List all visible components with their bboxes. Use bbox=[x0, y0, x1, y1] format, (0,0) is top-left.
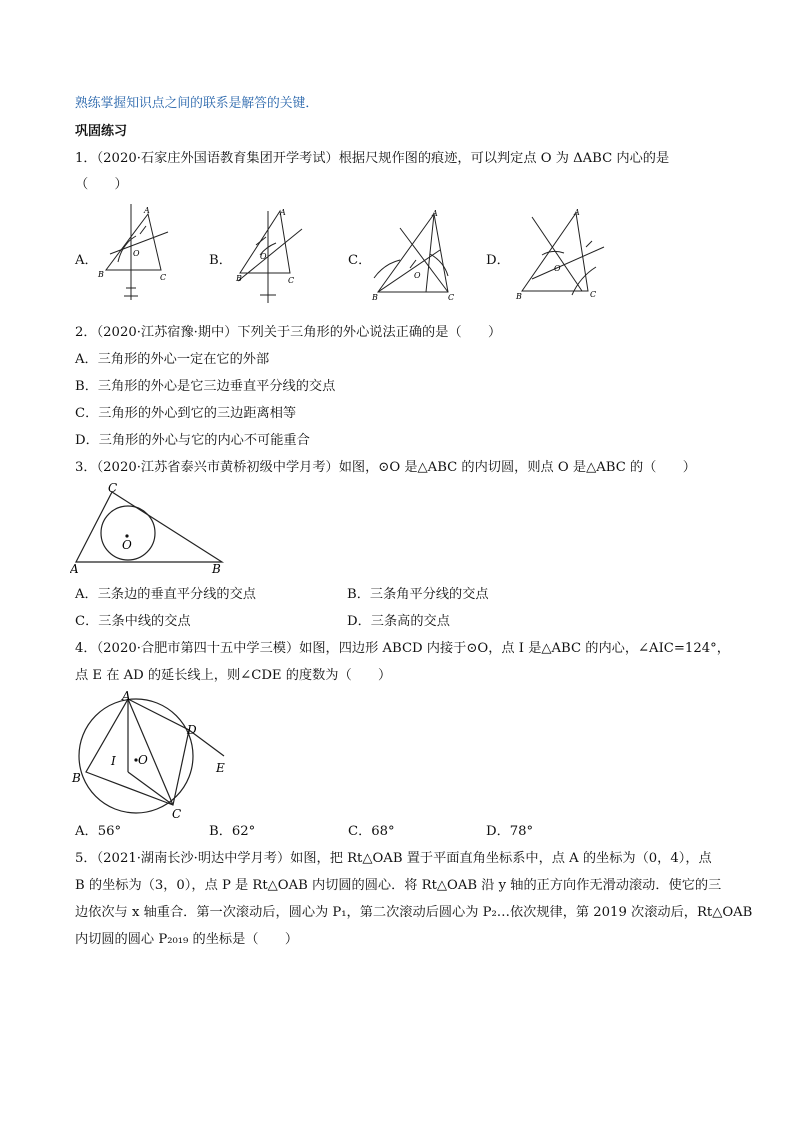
q1-stem-bracket: （ ） bbox=[75, 177, 128, 192]
q2-option-d[interactable]: D．三角形的外心与它的内心不可能重合 bbox=[75, 433, 310, 448]
q4-option-a[interactable]: A．56° bbox=[75, 824, 122, 839]
q1-figure-b bbox=[230, 207, 310, 305]
q3-stem: 3．（2020·江苏省泰兴市黄桥初级中学月考）如图，⊙O 是△ABC 的内切圆，则点 O 是△ABC 的（ ） bbox=[75, 460, 696, 475]
svg-text:A: A bbox=[574, 208, 580, 217]
q3-option-a[interactable]: A．三条边的垂直平分线的交点 bbox=[75, 587, 256, 602]
svg-text:O: O bbox=[414, 271, 421, 280]
svg-text:A: A bbox=[70, 562, 79, 576]
intro-note: 熟练掌握知识点之间的联系是解答的关键． bbox=[75, 96, 319, 111]
q2-stem: 2．（2020·江苏宿豫·期中）下列关于三角形的外心说法正确的是（ ） bbox=[75, 325, 502, 340]
q1-option-b[interactable]: B． bbox=[209, 253, 232, 268]
svg-text:A: A bbox=[144, 206, 150, 215]
q5-stem-4: 内切圆的圆心 P₂₀₁₉ 的坐标是（ ） bbox=[75, 932, 299, 947]
svg-text:O: O bbox=[133, 249, 140, 258]
q1-figure-c bbox=[370, 208, 462, 302]
svg-text:A: A bbox=[432, 209, 438, 218]
q1-option-a[interactable]: A． bbox=[75, 253, 98, 268]
svg-text:O: O bbox=[554, 264, 561, 273]
q3-option-d[interactable]: D．三条高的交点 bbox=[347, 614, 450, 629]
q4-option-c[interactable]: C．68° bbox=[348, 824, 395, 839]
q4-stem-2: 点 E 在 AD 的延长线上，则∠CDE 的度数为（ ） bbox=[75, 668, 392, 683]
q3-option-c[interactable]: C．三条中线的交点 bbox=[75, 614, 191, 629]
q5-stem-1: 5．（2021·湖南长沙·明达中学月考）如图，把 Rt△OAB 置于平面直角坐标系中，点 A 的坐标为（0，4），点 bbox=[75, 851, 712, 866]
q2-option-b[interactable]: B．三角形的外心是它三边垂直平分线的交点 bbox=[75, 379, 336, 394]
q5-stem-3: 边依次与 x 轴重合．第一次滚动后，圆心为 P₁，第二次滚动后圆心为 P₂…依次规律，第 2019 次滚动后，Rt△OAB bbox=[75, 905, 753, 920]
q3-option-b[interactable]: B．三条角平分线的交点 bbox=[347, 587, 489, 602]
svg-text:B: B bbox=[236, 274, 242, 283]
svg-text:A: A bbox=[280, 208, 286, 217]
svg-text:A: A bbox=[122, 690, 131, 703]
svg-text:B: B bbox=[72, 771, 81, 785]
svg-text:O: O bbox=[260, 252, 267, 261]
q1-stem: 1．（2020·石家庄外国语教育集团开学考试）根据尺规作图的痕迹，可以判定点 O 为 ΔABC 内心的是 bbox=[75, 151, 670, 166]
section-title: 巩固练习 bbox=[75, 124, 128, 139]
triangle bbox=[76, 492, 222, 562]
q2-option-c[interactable]: C．三角形的外心到它的三边距离相等 bbox=[75, 406, 297, 421]
q1-figure-a bbox=[96, 204, 176, 302]
svg-text:B: B bbox=[212, 562, 221, 576]
q5-stem-2: B 的坐标为（3，0），点 P 是 Rt△OAB 内切圆的圆心．将 Rt△OAB 沿 y 轴的正方向作无滑动滚动．使它的三 bbox=[75, 878, 722, 893]
q1-figure-d bbox=[512, 207, 608, 303]
q4-stem: 4．（2020·合肥市第四十五中学三模）如图，四边形 ABCD 内接于⊙O，点 I 是△ABC 的内心，∠AIC=124°， bbox=[75, 641, 730, 656]
svg-text:B: B bbox=[98, 270, 104, 279]
svg-text:E: E bbox=[216, 761, 225, 775]
circumcircle bbox=[79, 699, 193, 813]
svg-text:O: O bbox=[138, 753, 148, 767]
q4-figure bbox=[70, 690, 240, 820]
q1-option-d[interactable]: D． bbox=[486, 253, 510, 268]
q2-option-a[interactable]: A．三角形的外心一定在它的外部 bbox=[75, 352, 270, 367]
svg-text:B: B bbox=[372, 293, 378, 302]
q4-option-d[interactable]: D．78° bbox=[486, 824, 534, 839]
quadrilateral bbox=[86, 699, 189, 805]
triangle bbox=[106, 214, 161, 270]
svg-text:C: C bbox=[448, 293, 455, 302]
svg-text:C: C bbox=[160, 273, 167, 282]
svg-text:C: C bbox=[108, 481, 118, 495]
q1-option-c[interactable]: C． bbox=[348, 253, 372, 268]
svg-text:C: C bbox=[590, 290, 597, 299]
svg-text:C: C bbox=[172, 807, 182, 820]
svg-text:O: O bbox=[122, 538, 132, 552]
svg-text:D: D bbox=[187, 723, 197, 737]
q3-figure bbox=[70, 480, 230, 578]
svg-text:I: I bbox=[111, 754, 116, 768]
q4-option-b[interactable]: B．62° bbox=[209, 824, 256, 839]
svg-text:B: B bbox=[516, 292, 522, 301]
svg-text:C: C bbox=[288, 276, 295, 285]
